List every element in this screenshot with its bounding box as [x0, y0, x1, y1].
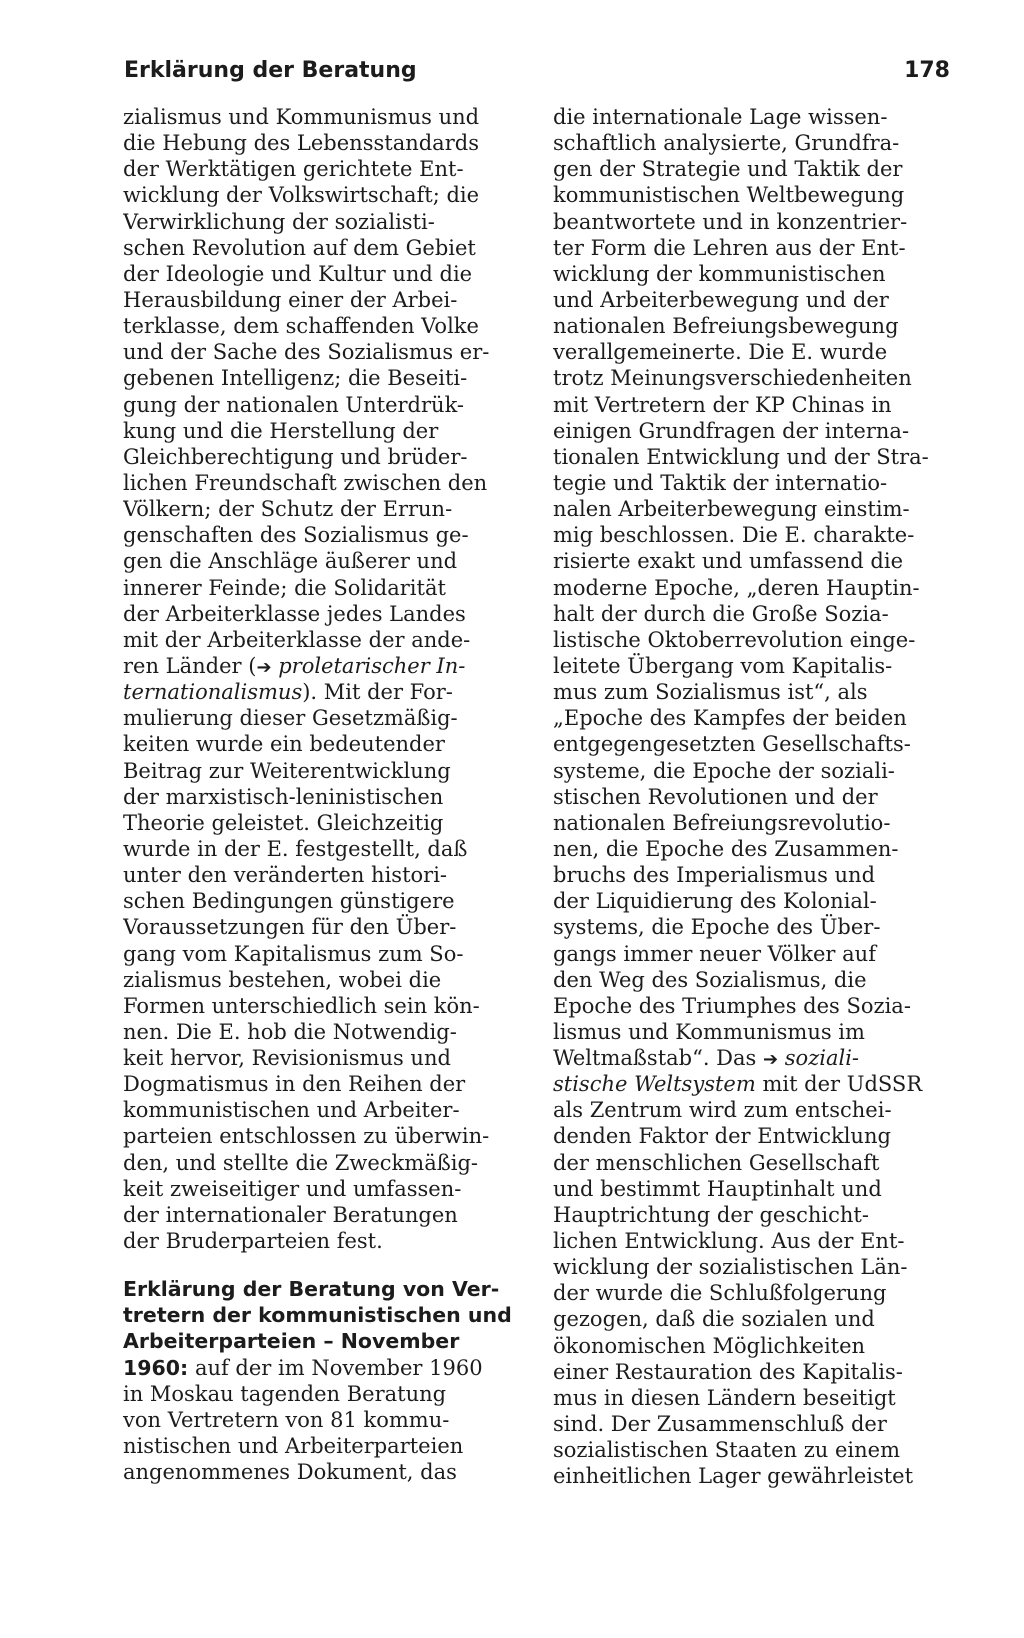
text-line: der menschlichen Gesellschaft [553, 1150, 880, 1175]
text-line: Formen unterschiedlich sein kön- [123, 993, 480, 1018]
text-line: wicklung der kommunistischen [553, 261, 886, 286]
text-line: in Moskau tagenden Beratung [123, 1381, 447, 1406]
paragraph-end-line: der Bruderparteien fest. [123, 1229, 383, 1254]
text-line: gang vom Kapitalismus zum So- [123, 941, 464, 966]
text-line: als Zentrum wird zum entschei- [553, 1098, 892, 1123]
text-line: parteien entschlossen zu überwin- [123, 1124, 490, 1149]
text-line: zialismus bestehen, wobei die [123, 967, 442, 992]
text-line: schaftlich analysierte, Grundfra- [553, 131, 900, 156]
text-line: nationalen Befreiungsbewegung [553, 314, 899, 339]
text-line: kommunistischen Weltbewegung [553, 183, 905, 208]
text-line: genschaften des Sozialismus ge- [123, 523, 469, 548]
text-line: und bestimmt Hauptinhalt und [553, 1176, 882, 1201]
text-line: nationalen Befreiungsrevolutio- [553, 810, 891, 835]
text-line: schen Bedingungen günstigere [123, 889, 455, 914]
text-line: schen Revolution auf dem Gebiet [123, 235, 476, 260]
right-text-block-2 [553, 1097, 951, 1489]
page-number: 178 [904, 58, 950, 83]
cross-reference-term: proletarischer In- [278, 653, 466, 678]
text-line: lismus und Kommunismus im [553, 1019, 865, 1044]
text-line: Verwirklichung der sozialisti- [123, 209, 435, 234]
text-line: gangs immer neuer Völker auf [553, 941, 876, 966]
text-line: nalen Arbeiterbewegung einstim- [553, 497, 910, 522]
text-line: den, und stellte die Zweckmäßig- [123, 1150, 478, 1175]
text-line: halt der durch die Große Sozia- [553, 601, 889, 626]
text-line: lichen Entwicklung. Aus der Ent- [553, 1229, 905, 1254]
cross-reference-term: soziali- [784, 1046, 860, 1071]
text-line: sozialistischen Staaten zu einem [553, 1438, 900, 1463]
text-line: entgegengesetzten Gesellschafts- [553, 732, 911, 757]
text-line: ter Form die Lehren aus der Ent- [553, 235, 906, 260]
text-line: keit zweiseitiger und umfassen- [123, 1176, 462, 1201]
page-header [124, 58, 950, 94]
text-line: keit hervor, Revisionismus und [123, 1046, 451, 1071]
text-line: unter den veränderten histori- [123, 863, 448, 888]
text-line: ökonomischen Möglichkeiten [553, 1333, 866, 1358]
text-line: einheitlichen Lager gewährleistet [553, 1464, 914, 1489]
text-line: mit Vertretern der KP Chinas in [553, 392, 892, 417]
text-line: Hauptrichtung der geschicht- [553, 1202, 869, 1227]
text-line: Voraussetzungen für den Über- [123, 915, 457, 940]
text-line: tionalen Entwicklung und der Stra- [553, 444, 929, 469]
entry-heading-line: Erklärung der Beratung von Ver- [123, 1277, 500, 1302]
text-line: mit der Arbeiterklasse der ande- [123, 627, 471, 652]
left-column [123, 104, 521, 1485]
text-line: der internationaler Beratungen [123, 1202, 458, 1227]
text-line: der Werktätigen gerichtete Ent- [123, 157, 464, 182]
text-line: ternationalismus). Mit der For- [123, 680, 453, 705]
text-line: Gleichberechtigung und brüder- [123, 444, 468, 469]
text-line: Herausbildung einer der Arbei- [123, 287, 458, 312]
text-line: mulierung dieser Gesetzmäßig- [123, 706, 458, 731]
text-line: sind. Der Zusammenschluß der [553, 1412, 887, 1437]
dictionary-entry [123, 1276, 521, 1485]
text-line: angenommenes Dokument, das [123, 1460, 457, 1485]
text-line: mus zum Sozialismus ist“, als [553, 680, 868, 705]
entry-heading-line: tretern der kommunistischen und [123, 1303, 512, 1328]
left-text-block-1 [123, 104, 521, 653]
right-column [553, 104, 951, 1489]
text-line: gung der nationalen Unterdrük- [123, 392, 465, 417]
right-text-block-1 [553, 104, 951, 1045]
text-line: nen, die Epoche des Zusammen- [553, 836, 899, 861]
text-line: wurde in der E. festgestellt, daß [123, 836, 468, 861]
text-line: und der Sache des Sozialismus er- [123, 340, 490, 365]
text-line: zialismus und Kommunismus und [123, 105, 480, 129]
text-line: gen die Anschläge äußerer und [123, 549, 458, 574]
entry-heading-line: Arbeiterparteien – November [123, 1329, 460, 1354]
paragraph-gap [123, 1254, 521, 1276]
cross-reference-term: ternationalismus [123, 680, 303, 705]
text-line: einer Restauration des Kapitalis- [553, 1359, 903, 1384]
text-line: mus in diesen Ländern beseitigt [553, 1385, 896, 1410]
left-text-block-2 [123, 705, 521, 1228]
cross-reference-arrow-icon: ➔ [256, 656, 272, 678]
text-line: wicklung der Volkswirtschaft; die [123, 183, 480, 208]
text-line: trotz Meinungsverschiedenheiten [553, 366, 912, 391]
text-line: wicklung der sozialistischen Län- [553, 1255, 908, 1280]
text-line: bruchs des Imperialismus und [553, 863, 876, 888]
text-line: systeme, die Epoche der soziali- [553, 758, 895, 783]
text-line: „Epoche des Kampfes der beiden [553, 706, 907, 731]
text-line: stische Weltsystem mit der UdSSR [553, 1072, 923, 1097]
text-line: kung und die Herstellung der [123, 418, 439, 443]
text-line: Weltmaßstab“. Das ➔ soziali- [553, 1046, 860, 1071]
text-line: gen der Strategie und Taktik der [553, 157, 903, 182]
text-line: den Weg des Sozialismus, die [553, 967, 867, 992]
text-line: denden Faktor der Entwicklung [553, 1124, 891, 1149]
text-line: leitete Übergang vom Kapitalis- [553, 653, 893, 678]
text-line: 1960: auf der im November 1960 [123, 1355, 483, 1380]
cross-reference-term: stische Weltsystem [553, 1072, 756, 1097]
text-line: listische Oktoberrevolution einge- [553, 627, 916, 652]
text-line: ren Länder (➔ proletarischer In- [123, 653, 466, 678]
text-line: gezogen, daß die sozialen und [553, 1307, 875, 1332]
text-line: risierte exakt und umfassend die [553, 549, 903, 574]
text-line: terklasse, dem schaffenden Volke [123, 314, 479, 339]
text-line: nen. Die E. hob die Notwendig- [123, 1019, 457, 1044]
text-line: Theorie geleistet. Gleichzeitig [123, 810, 444, 835]
text-line: der Liquidierung des Kolonial- [553, 889, 877, 914]
text-line: kommunistischen und Arbeiter- [123, 1098, 460, 1123]
text-line: innerer Feinde; die Solidarität [123, 575, 446, 600]
text-line: einigen Grundfragen der interna- [553, 418, 910, 443]
text-line: Dogmatismus in den Reihen der [123, 1072, 466, 1097]
text-line: der Ideologie und Kultur und die [123, 261, 473, 286]
text-line: der Arbeiterklasse jedes Landes [123, 601, 466, 626]
running-title: Erklärung der Beratung [124, 58, 417, 83]
text-line: Beitrag zur Weiterentwicklung [123, 758, 451, 783]
text-line: die internationale Lage wissen- [553, 105, 888, 129]
text-line: verallgemeinerte. Die E. wurde [553, 340, 888, 365]
text-line: nistischen und Arbeiterparteien [123, 1434, 464, 1459]
text-line: von Vertretern von 81 kommu- [123, 1407, 450, 1432]
text-line: keiten wurde ein bedeutender [123, 732, 445, 757]
text-line: lichen Freundschaft zwischen den [123, 470, 488, 495]
text-line: beantwortete und in konzentrier- [553, 209, 908, 234]
text-line: systems, die Epoche des Über- [553, 915, 881, 940]
entry-text [123, 1381, 521, 1486]
text-line: die Hebung des Lebensstandards [123, 131, 479, 156]
text-line: moderne Epoche, „deren Hauptin- [553, 575, 920, 600]
text-line: der marxistisch-leninistischen [123, 784, 444, 809]
text-line: mig beschlossen. Die E. charakte- [553, 523, 915, 548]
text-line: stischen Revolutionen und der [553, 784, 878, 809]
entry-heading-year: 1960: [123, 1355, 189, 1380]
text-line: gebenen Intelligenz; die Beseiti- [123, 366, 468, 391]
text-line: und Arbeiterbewegung und der [553, 287, 889, 312]
text-line: tegie und Taktik der internatio- [553, 470, 888, 495]
text-line: der wurde die Schlußfolgerung [553, 1281, 887, 1306]
cross-reference-arrow-icon: ➔ [763, 1049, 779, 1071]
text-line: Epoche des Triumphes des Sozia- [553, 993, 911, 1018]
text-line: Völkern; der Schutz der Errun- [123, 497, 453, 522]
